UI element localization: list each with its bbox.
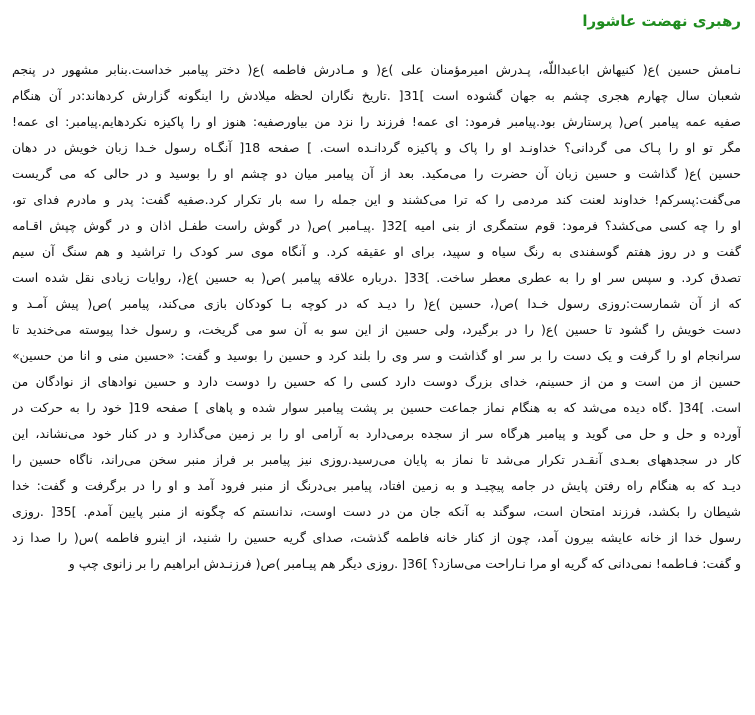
text-line: گفت و در روز هفتم گوسفندی به رنگ سیاه و سپید، برای او عقیقه کرد. و آنگاه موی سر کودک را تراشید و هم سنگ آن سیم (12, 244, 741, 259)
text-line: او را چه کسی می‌کشد؟ فرمود: قوم ستمگری از بنی امیه ]32[ .پیـامبر )ص( در گوش راست طفـل اذان و در گوش چپش اقـامه (12, 218, 741, 233)
text-line: نـامش حسین )ع( کنیهاش اباعبداللّه، پـدرش امیرمؤمنان علی )ع( و مـادرش فاطمه )ع( دختر پیامبر خداست.بنابر مشهور در پنجم (12, 62, 741, 77)
text-line: سرانجام او را گرفت و یک دست را بر سر او گذاشت و سر وی را بلند کرد و حسین را بوسید و گفت: «حسین منی و انا من حسین» (12, 348, 741, 363)
text-line: شعبان سال چهارم هجری چشم به جهان گشوده است ]31[ .تاریخ نگاران لحظه میلادش را اینگونه گزارش کردهاند:در آن هنگام (12, 88, 741, 103)
page-title: رهبری نهضت عاشورا (582, 12, 741, 30)
text-line: شیطان را بکشد، فرزند امتحان است، سوگند به آنکه جان من در دست اوست، ندانستم که چگونه از منبر پایین آمدم. ]35[ .روزی (12, 504, 741, 519)
text-line: می‌گفت:پسرکم! خداوند لعنت کند مردمی را که ترا می‌کشند و این جمله را سه بار تکرار کرد.صفیه گفت: پدر و مادرم فدای تو، (12, 192, 741, 207)
text-line: و گفت: فـاطمه! نمی‌دانی که گریه او مرا نـاراحت می‌سازد؟ ]36[ .روزی دیگر هم پیـامبر )ص( فرزنـدش ابراهیم را بر زانوی چپ و (68, 556, 741, 571)
text-line: صفیه عمه پیامبر )ص( پرستارش بود.پیامبر فرمود: ای عمه! فرزند را نزد من بیاورصفیه: هنوز او را پاکیزه نکردهایم.پیامبر: ای عمه! (12, 114, 741, 129)
body-text (12, 57, 741, 577)
text-line: رسول خدا از خانه عایشه بیرون آمد، چون از کنار خانه فاطمه گذشت، صدای گریه حسین را شنید، از اینرو فاطمه )س( را صدا زد (12, 530, 741, 545)
text-line: است. ]34[ .گاه دیده می‌شد که به هنگام نماز جماعت حسین بر پشت پیامبر سوار شده و پاهای ] صفحه 19[ خود را به حرکت در (12, 400, 741, 415)
text-line: حسین از من است و من از حسینم، خدای بزرگ دوست دارد کسی را که حسین را دوست دارد و حسین نوادهای از نوادگان من (12, 374, 741, 389)
text-line: که از آن شمارست:روزی رسول خـدا )ص(، حسین )ع( را دیـد که در کوچه بـا کودکان بازی می‌کند، پیامبر )ص( پیش آمـد و (12, 296, 741, 311)
text-line: دیـد که به هنگام راه رفتن پایش در جامه پیچیـد و به زمین افتاد، پیامبر بی‌درنگ از منبر فرود آمد و او را در برگرفت و گفت: خدا (12, 478, 741, 493)
text-line: حسین )ع( گذاشت و حسین زبان آن حضرت را می‌مکید. بعد از آن پیامبر میان دو چشم او را بوسید و در حالی که می گریست (12, 166, 741, 181)
text-line: کار در سجدههای بعـدی آنقـدر تکرار می‌شد تا نماز به پایان می‌رسید.روزی نیز پیامبر بر فراز منبر سخن می‌راند، ناگاه حسین را (12, 452, 741, 467)
text-line: تصدق کرد. و سپس سر او را به عطری معطر ساخت. ]33[ .درباره علاقه پیامبر )ص( به حسین )ع(، روایات زیادی نقل شده است (12, 270, 741, 285)
text-line: مگر تو او را پـاک می گردانی؟ خداونـد او را پاک و پاکیزه گردانـده است. ] صفحه 18[ آنگـاه رسول خـدا زبان خویش در دهان (12, 140, 741, 155)
text-line: دست خویش را گشود تا حسین )ع( را در برگیرد، ولی حسین از این سو به آن سو می گریخت، و رسول خدا پیوسته می‌خندید تا (12, 322, 741, 337)
text-line: آورده و حل و حل می گوید و پیامبر هرگاه سر از سجده برمی‌دارد به آرامی او را بر زمین می‌گذارد و در کنار خود می‌نشاند، این (12, 426, 741, 441)
